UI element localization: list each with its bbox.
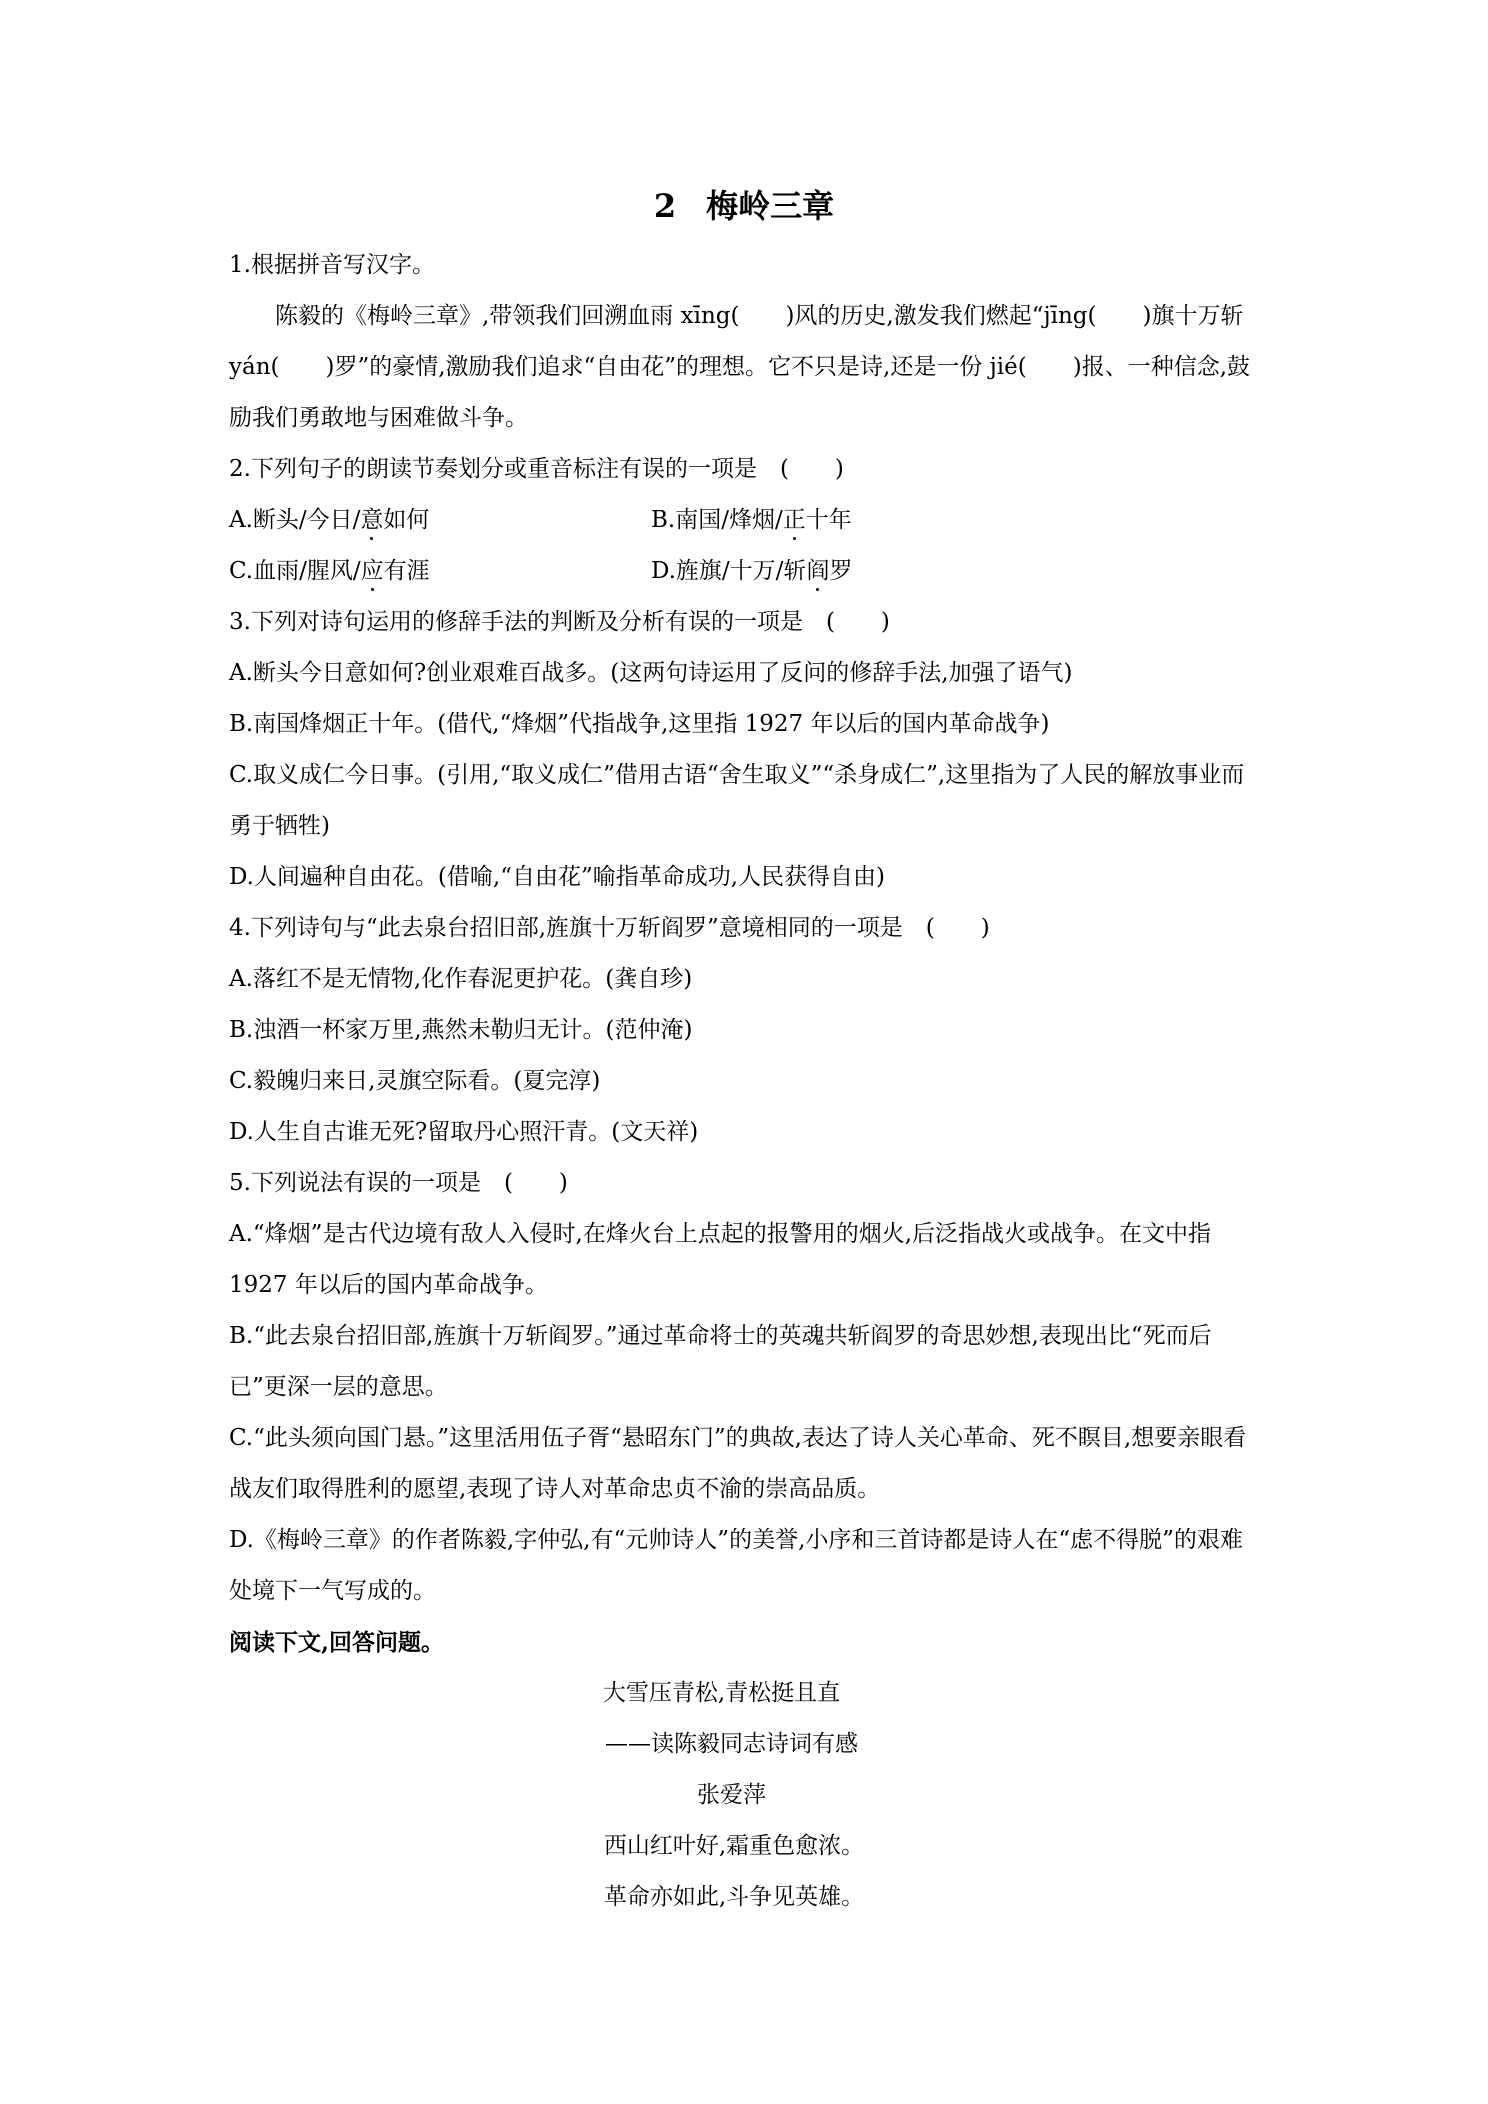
option-2a-text-end: 如何 [383,507,430,533]
question-2-options-row-1 [229,495,1264,546]
option-2b [651,495,1073,546]
option-2d-text-end: 罗 [829,558,853,584]
option-4a: A.落红不是无情物,化作春泥更护花。(龚自珍) [229,966,693,992]
stress-mark: 正 [782,507,806,533]
question-5 [229,1158,1264,1617]
question-2 [229,444,1264,597]
poem-subtitle: ——读陈毅同志诗词有感 [605,1731,858,1757]
lesson-title [0,178,1488,234]
option-5c: C.“此头须向国门悬。”这里活用伍子胥“悬昭东门”的典故,表达了诗人关心革命、死不瞑目,想要亲眼看战友们取得胜利的愿望,表现了诗人对革命忠贞不渝的崇高品质。 [229,1425,1247,1502]
reading-instruction: 阅读下文,回答问题。 [229,1629,445,1656]
option-4d: D.人生自古谁无死?留取丹心照汗青。(文天祥) [229,1119,699,1145]
question-1-prompt: 1.根据拼音写汉字。 [229,252,435,278]
option-4c: C.毅魄归来日,灵旗空际看。(夏完淳) [229,1068,601,1094]
poem-title: 大雪压青松,青松挺且直 [602,1680,841,1706]
question-5-prompt: 5.下列说法有误的一项是 ( ) [229,1170,568,1196]
lesson-name: 梅岭三章 [706,187,835,225]
option-3a: A.断头今日意如何?创业艰难百战多。(这两句诗运用了反问的修辞手法,加强了语气) [229,660,1073,686]
option-5a: A.“烽烟”是古代边境有敌人入侵时,在烽火台上点起的报警用的烟火,后泛指战火或战争。在文中指 1927 年以后的国内革命战争。 [229,1221,1212,1298]
stress-mark: 意 [360,507,384,533]
question-2-prompt: 2.下列句子的朗读节奏划分或重音标注有误的一项是 ( ) [229,456,844,482]
question-4 [229,903,1264,1158]
option-2c-text-end: 有涯 [383,558,430,584]
poem-author: 张爱萍 [697,1782,766,1808]
question-3-prompt: 3.下列对诗句运用的修辞手法的判断及分析有误的一项是 ( ) [229,609,890,635]
poem-line: 革命亦如此,斗争见英雄。 [603,1884,865,1910]
option-2a-text: A.断头/今日/ [229,507,361,533]
question-2-options-row-2 [229,546,1264,597]
question-1-passage: 陈毅的《梅岭三章》,带领我们回溯血雨 xīng( )风的历史,激发我们燃起“jīng( )旗十万斩 yán( )罗”的豪情,激励我们追求“自由花”的理想。它不只是诗,还是一份 jié( )报、一种信念,鼓励我们勇敢地与困难做斗争。 [229,303,1251,431]
option-2d-text: D.旌旗/十万/斩 [651,558,807,584]
question-1 [229,240,1264,444]
question-4-prompt: 4.下列诗句与“此去泉台招旧部,旌旗十万斩阎罗”意境相同的一项是 ( ) [229,915,990,941]
option-2a [229,495,651,546]
option-3d: D.人间遍种自由花。(借喻,“自由花”喻指革命成功,人民获得自由) [229,864,886,890]
poem-line: 西山红叶好,霜重色愈浓。 [603,1833,865,1859]
option-2d [651,546,1073,597]
reading-section [229,1617,1264,1923]
option-3b: B.南国烽烟正十年。(借代,“烽烟”代指战争,这里指 1927 年以后的国内革命战争) [229,711,1050,737]
option-3c: C.取义成仁今日事。(引用,“取义成仁”借用古语“舍生取义”“杀身成仁”,这里指为了人民的解放事业而勇于牺牲) [229,762,1245,839]
option-5b: B.“此去泉台招旧部,旌旗十万斩阎罗。”通过革命将士的英魂共斩阎罗的奇思妙想,表现出比“死而后已”更深一层的意思。 [229,1323,1212,1400]
worksheet-content [229,240,1264,1923]
stress-mark: 阎 [806,558,830,584]
option-4b: B.浊酒一杯家万里,燕然未勒归无计。(范仲淹) [229,1017,693,1043]
option-2b-text-end: 十年 [805,507,852,533]
stress-mark: 应 [360,558,384,584]
option-2b-text: B.南国/烽烟/ [651,507,783,533]
lesson-number: 2 [653,187,677,225]
option-5d: D.《梅岭三章》的作者陈毅,字仲弘,有“元帅诗人”的美誉,小序和三首诗都是诗人在“虑不得脱”的艰难处境下一气写成的。 [229,1527,1243,1604]
option-2c-text: C.血雨/腥风/ [229,558,361,584]
option-2c [229,546,651,597]
question-3 [229,597,1264,903]
